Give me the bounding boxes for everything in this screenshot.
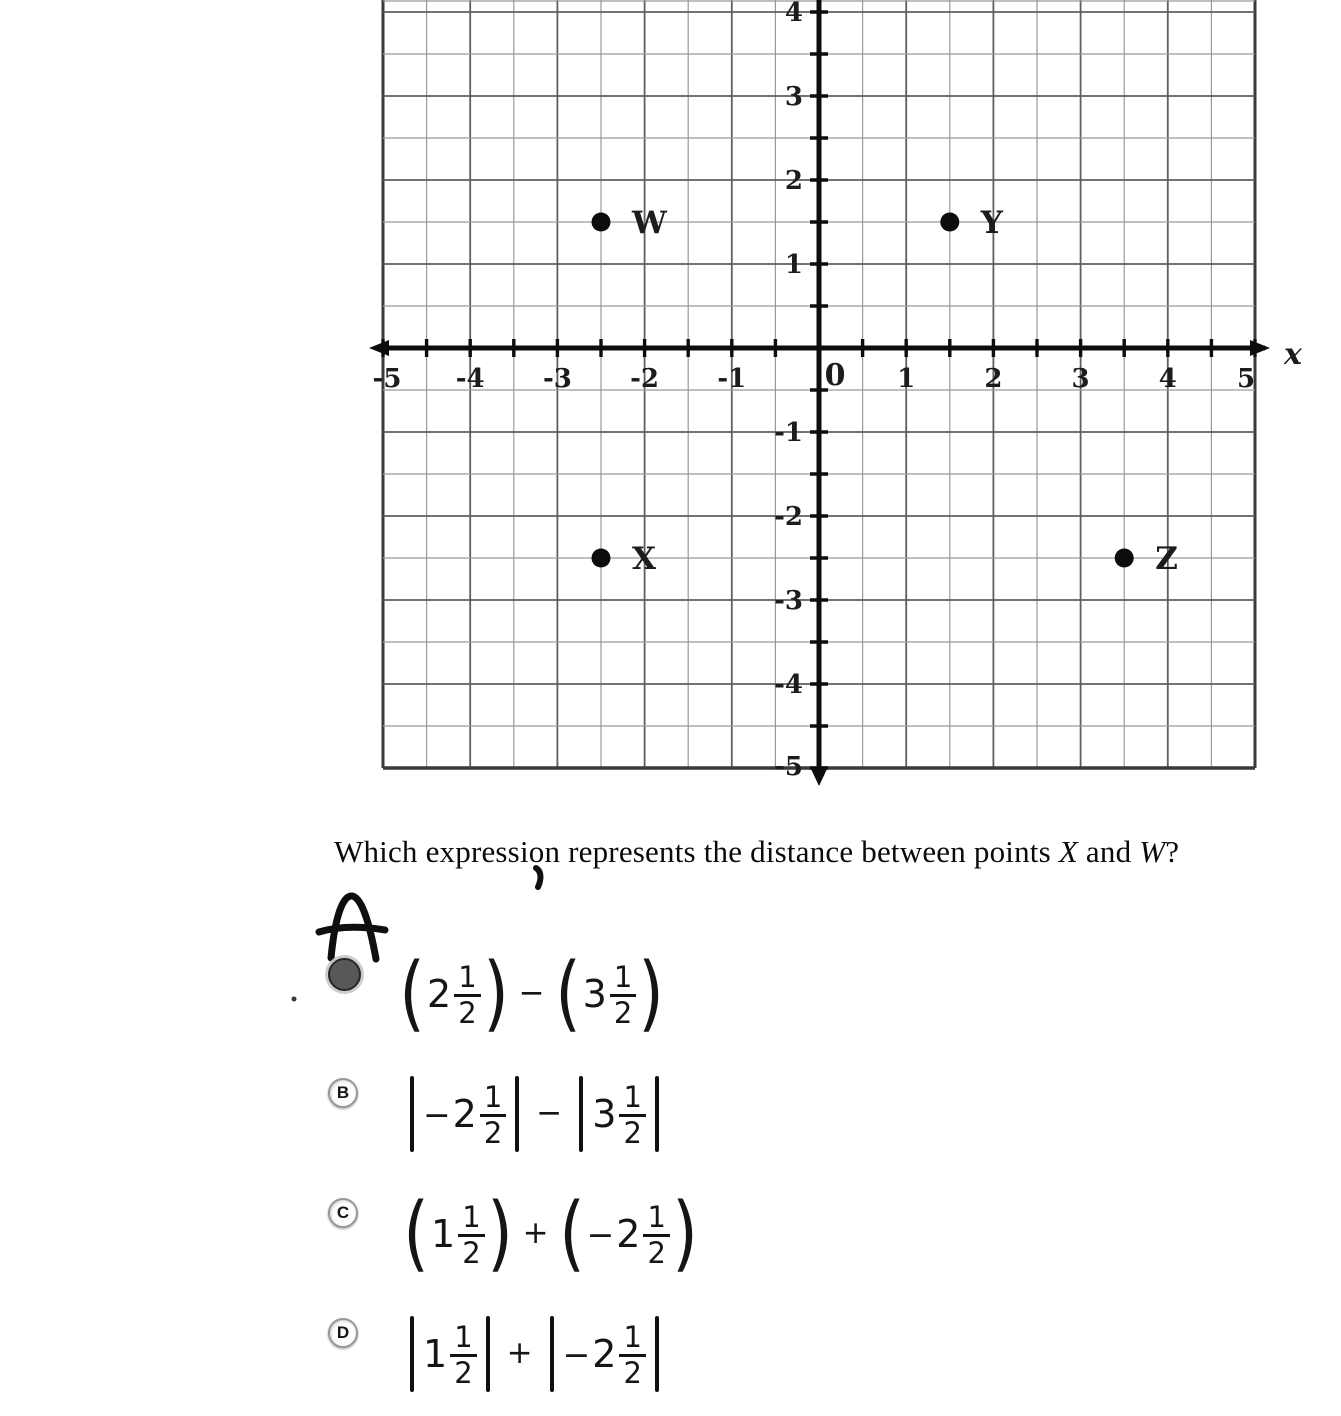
svg-text:-1: -1 <box>717 364 747 394</box>
whole-number: 3 <box>592 1092 617 1136</box>
denominator: 2 <box>623 1116 642 1150</box>
svg-text:3: 3 <box>784 82 803 112</box>
right-paren: ) <box>486 1186 513 1281</box>
svg-text:2: 2 <box>784 166 803 196</box>
absolute-value-bar <box>579 1076 583 1152</box>
fraction <box>458 1199 484 1270</box>
numerator: 1 <box>619 1322 645 1357</box>
mixed-number <box>563 1321 646 1388</box>
radio-choice-b[interactable]: B <box>328 1078 358 1108</box>
numerator: 1 <box>454 962 480 997</box>
negative-sign: − <box>423 1094 451 1134</box>
svg-text:x: x <box>1284 337 1302 372</box>
fraction <box>619 1079 645 1150</box>
point-label-w: W <box>632 205 667 241</box>
whole-number: 1 <box>423 1332 448 1376</box>
mixed-number <box>431 1201 485 1268</box>
fraction <box>450 1319 476 1390</box>
point-label-x: X <box>632 541 657 577</box>
right-paren: ) <box>482 946 509 1041</box>
fraction <box>480 1079 506 1150</box>
mixed-number <box>583 961 637 1028</box>
whole-number: 2 <box>427 972 452 1016</box>
denominator: 2 <box>462 1236 481 1270</box>
ink-tick-mark <box>536 868 540 887</box>
denominator: 2 <box>647 1236 666 1270</box>
svg-text:4: 4 <box>784 0 803 28</box>
mixed-number <box>423 1321 477 1388</box>
svg-text:-5: -5 <box>372 364 402 394</box>
whole-number: 1 <box>431 1212 456 1256</box>
point-y <box>940 213 959 232</box>
svg-text:-4: -4 <box>774 670 803 700</box>
negative-sign: − <box>562 1334 591 1374</box>
question-segment: and <box>1077 834 1140 869</box>
svg-text:-2: -2 <box>630 364 660 394</box>
radio-choice-c[interactable]: C <box>328 1198 358 1228</box>
point-z <box>1115 549 1134 568</box>
svg-text:-2: -2 <box>774 502 803 532</box>
question-text <box>334 834 1179 870</box>
absolute-value-bar <box>655 1316 659 1392</box>
fraction <box>610 959 636 1030</box>
denominator: 2 <box>458 996 477 1030</box>
svg-text:1: 1 <box>784 250 803 280</box>
numerator: 1 <box>619 1082 645 1117</box>
absolute-value-bar <box>550 1316 554 1392</box>
choice-d-expression <box>403 1312 666 1396</box>
choice-a-expression <box>399 946 665 1041</box>
whole-number: 3 <box>582 972 607 1016</box>
svg-text:-3: -3 <box>542 364 572 394</box>
point-x <box>592 549 611 568</box>
mixed-number <box>592 1081 646 1148</box>
radio-choice-d[interactable]: D <box>328 1318 358 1348</box>
fraction <box>454 959 480 1030</box>
handwritten-letter-a <box>319 896 385 959</box>
numerator: 1 <box>450 1322 476 1357</box>
whole-number: 2 <box>616 1212 641 1256</box>
whole-number: 2 <box>452 1092 477 1136</box>
mixed-number <box>587 1201 670 1268</box>
numerator: 1 <box>480 1082 506 1117</box>
whole-number: 2 <box>592 1332 617 1376</box>
absolute-value-bar <box>515 1076 519 1152</box>
choice-c-expression <box>403 1186 698 1281</box>
denominator: 2 <box>454 1356 473 1390</box>
choice-row-d[interactable] <box>328 1312 666 1400</box>
numerator: 1 <box>643 1202 669 1237</box>
right-paren: ) <box>672 1186 698 1281</box>
svg-text:-4: -4 <box>455 364 485 394</box>
left-paren: ( <box>558 1186 585 1281</box>
mixed-number <box>423 1081 506 1148</box>
question-segment: ? <box>1165 834 1180 869</box>
absolute-value-bar <box>486 1316 490 1392</box>
radio-choice-a[interactable] <box>328 958 361 991</box>
choice-row-b[interactable] <box>328 1072 666 1160</box>
denominator: 2 <box>623 1356 642 1390</box>
point-label-z: Z <box>1155 541 1178 577</box>
right-paren: ) <box>638 946 665 1041</box>
svg-text:4: 4 <box>1158 364 1177 394</box>
fraction <box>643 1199 669 1270</box>
svg-text:3: 3 <box>1071 364 1090 394</box>
point-label-y: Y <box>980 205 1003 241</box>
question-segment: Which expression represents the distance between points <box>334 834 1059 869</box>
svg-text:5: 5 <box>1236 364 1256 394</box>
svg-text:-1: -1 <box>774 418 803 448</box>
absolute-value-bar <box>655 1076 659 1152</box>
svg-text:2: 2 <box>984 364 1003 394</box>
left-paren: ( <box>554 946 581 1041</box>
question-var-w: W <box>1139 834 1166 869</box>
negative-sign: − <box>586 1214 615 1254</box>
svg-text:1: 1 <box>897 364 916 394</box>
ink-dot <box>292 997 297 1002</box>
mixed-number <box>427 961 481 1028</box>
fraction <box>619 1319 645 1390</box>
choice-row-c[interactable] <box>328 1186 698 1281</box>
numerator: 1 <box>458 1202 484 1237</box>
operator: + <box>522 1214 549 1251</box>
question-var-x: X <box>1058 834 1078 869</box>
left-paren: ( <box>399 946 425 1041</box>
svg-text:0: 0 <box>824 358 846 393</box>
numerator: 1 <box>610 962 636 997</box>
absolute-value-bar <box>410 1076 414 1152</box>
choice-b-expression <box>403 1072 666 1156</box>
operator: − <box>536 1094 563 1131</box>
denominator: 2 <box>483 1116 503 1150</box>
absolute-value-bar <box>410 1316 414 1392</box>
denominator: 2 <box>613 996 633 1030</box>
left-paren: ( <box>403 1186 429 1281</box>
svg-text:-5: -5 <box>774 752 803 782</box>
choice-row-a[interactable] <box>328 946 665 1041</box>
svg-text:-3: -3 <box>774 586 803 616</box>
operator: + <box>506 1334 533 1371</box>
operator: − <box>518 974 545 1011</box>
point-w <box>592 213 611 232</box>
